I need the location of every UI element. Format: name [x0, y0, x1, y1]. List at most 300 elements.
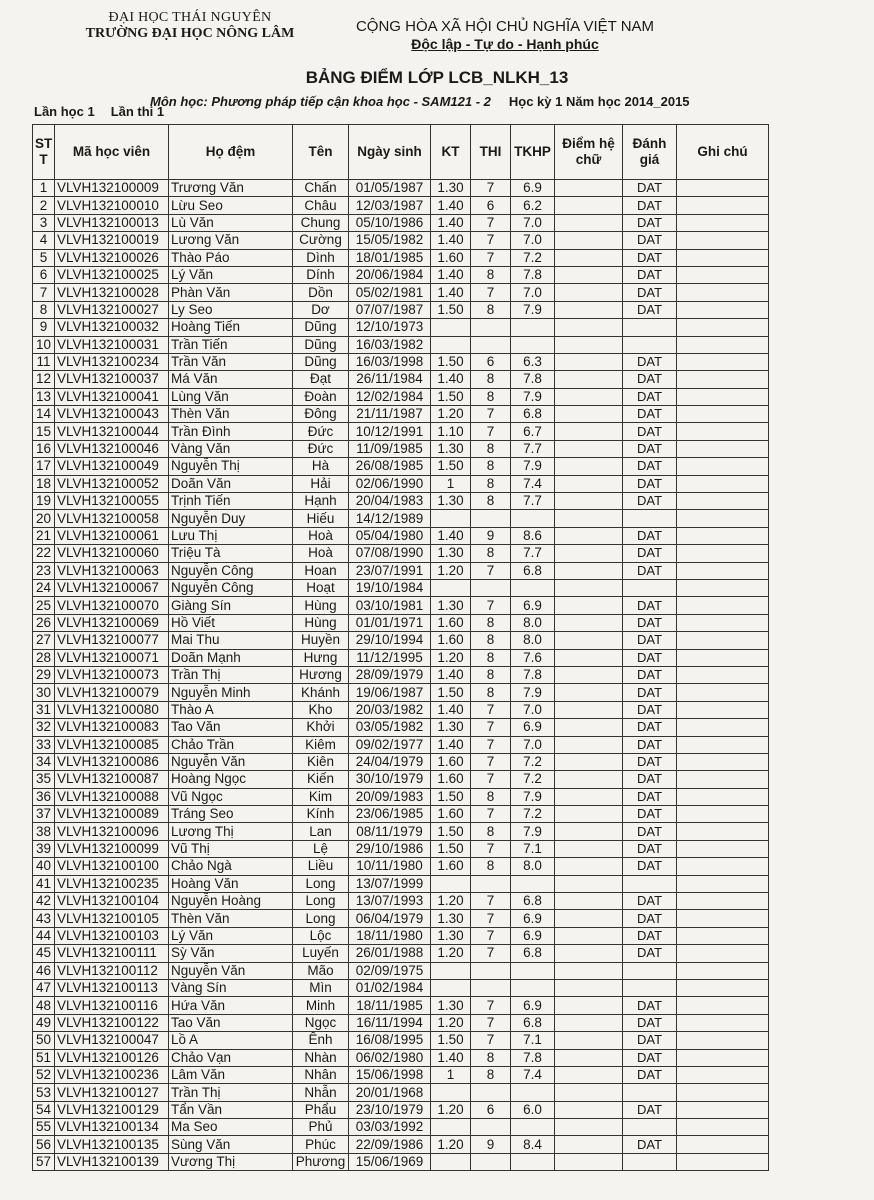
cell-surname: Doãn Văn [169, 475, 293, 492]
cell-letter-grade [555, 632, 623, 649]
cell-student-code: VLVH132100049 [55, 458, 169, 475]
cell-note [677, 388, 769, 405]
cell-student-code: VLVH132100041 [55, 388, 169, 405]
cell-stt: 53 [33, 1084, 55, 1101]
cell-date-of-birth: 23/07/1991 [349, 562, 431, 579]
cell-evaluation: DAT [623, 232, 677, 249]
cell-date-of-birth: 12/03/1987 [349, 197, 431, 214]
cell-note [677, 962, 769, 979]
cell-note [677, 875, 769, 892]
cell-note [677, 353, 769, 370]
cell-student-code: VLVH132100043 [55, 406, 169, 423]
cell-surname: Ly Seo [169, 301, 293, 318]
cell-given-name: Hoà [293, 527, 349, 544]
semester-text: Học kỳ 1 Năm học 2014_2015 [508, 94, 690, 109]
cell-surname: Vàng Văn [169, 440, 293, 457]
cell-student-code: VLVH132100069 [55, 614, 169, 631]
cell-letter-grade [555, 301, 623, 318]
cell-surname: Trần Thị [169, 666, 293, 683]
cell-date-of-birth: 06/04/1979 [349, 910, 431, 927]
cell-kt: 1.40 [431, 284, 471, 301]
cell-surname: Hồ Viết [169, 614, 293, 631]
table-row [33, 1014, 769, 1031]
cell-note [677, 1032, 769, 1049]
cell-letter-grade [555, 840, 623, 857]
cell-thi: 8 [471, 649, 511, 666]
cell-evaluation: DAT [623, 684, 677, 701]
cell-date-of-birth: 05/04/1980 [349, 527, 431, 544]
cell-thi: 7 [471, 701, 511, 718]
cell-stt: 34 [33, 753, 55, 770]
cell-date-of-birth: 16/08/1995 [349, 1032, 431, 1049]
cell-given-name: Hùng [293, 597, 349, 614]
table-row [33, 214, 769, 231]
cell-surname: Doãn Mạnh [169, 649, 293, 666]
cell-evaluation: DAT [623, 719, 677, 736]
cell-surname: Lừu Seo [169, 197, 293, 214]
cell-letter-grade [555, 545, 623, 562]
cell-stt: 6 [33, 266, 55, 283]
cell-stt: 23 [33, 562, 55, 579]
cell-surname: Nguyễn Công [169, 562, 293, 579]
cell-student-code: VLVH132100127 [55, 1084, 169, 1101]
subject-line [150, 94, 690, 109]
cell-note [677, 632, 769, 649]
cell-given-name: Khởi [293, 719, 349, 736]
cell-letter-grade [555, 214, 623, 231]
cell-given-name: Dũng [293, 353, 349, 370]
table-row [33, 458, 769, 475]
cell-stt: 10 [33, 336, 55, 353]
cell-letter-grade [555, 736, 623, 753]
cell-tkhp [511, 979, 555, 996]
cell-evaluation: DAT [623, 997, 677, 1014]
cell-date-of-birth: 11/12/1995 [349, 649, 431, 666]
cell-tkhp: 8.0 [511, 614, 555, 631]
cell-date-of-birth: 07/07/1987 [349, 301, 431, 318]
cell-evaluation [623, 579, 677, 596]
cell-stt: 39 [33, 840, 55, 857]
cell-surname: Tráng Seo [169, 806, 293, 823]
cell-evaluation: DAT [623, 893, 677, 910]
cell-student-code: VLVH132100044 [55, 423, 169, 440]
cell-stt: 45 [33, 945, 55, 962]
cell-letter-grade [555, 440, 623, 457]
cell-stt: 31 [33, 701, 55, 718]
cell-surname: Hoàng Tiến [169, 319, 293, 336]
cell-surname: Giàng Sín [169, 597, 293, 614]
cell-letter-grade [555, 701, 623, 718]
cell-stt: 5 [33, 249, 55, 266]
cell-student-code: VLVH132100031 [55, 336, 169, 353]
cell-tkhp: 7.4 [511, 1066, 555, 1083]
cell-note [677, 180, 769, 197]
cell-given-name: Dính [293, 266, 349, 283]
cell-tkhp: 7.9 [511, 388, 555, 405]
cell-kt [431, 1153, 471, 1170]
table-row [33, 823, 769, 840]
cell-thi [471, 1153, 511, 1170]
table-row [33, 788, 769, 805]
cell-stt: 1 [33, 180, 55, 197]
cell-note [677, 1014, 769, 1031]
table-row [33, 545, 769, 562]
cell-stt: 55 [33, 1119, 55, 1136]
cell-surname: Nguyễn Văn [169, 962, 293, 979]
cell-thi: 7 [471, 719, 511, 736]
cell-date-of-birth: 01/05/1987 [349, 180, 431, 197]
cell-note [677, 840, 769, 857]
table-row [33, 371, 769, 388]
cell-date-of-birth: 30/10/1979 [349, 771, 431, 788]
cell-surname: Vương Thị [169, 1153, 293, 1170]
cell-tkhp: 7.9 [511, 458, 555, 475]
cell-given-name: Phúc [293, 1136, 349, 1153]
cell-date-of-birth: 15/05/1982 [349, 232, 431, 249]
cell-date-of-birth: 07/08/1990 [349, 545, 431, 562]
cell-tkhp: 7.0 [511, 701, 555, 718]
cell-surname: Vũ Thị [169, 840, 293, 857]
cell-kt [431, 1084, 471, 1101]
col-dob: Ngày sinh [349, 125, 431, 180]
cell-thi [471, 962, 511, 979]
cell-letter-grade [555, 353, 623, 370]
cell-date-of-birth: 05/10/1986 [349, 214, 431, 231]
cell-surname: Lý Văn [169, 927, 293, 944]
cell-evaluation: DAT [623, 927, 677, 944]
table-row [33, 406, 769, 423]
cell-given-name: Dũng [293, 336, 349, 353]
cell-kt: 1.30 [431, 597, 471, 614]
cell-date-of-birth: 28/09/1979 [349, 666, 431, 683]
cell-note [677, 736, 769, 753]
cell-letter-grade [555, 910, 623, 927]
cell-given-name: Long [293, 893, 349, 910]
cell-surname: Lù Văn [169, 214, 293, 231]
table-row [33, 493, 769, 510]
cell-note [677, 858, 769, 875]
cell-thi: 8 [471, 788, 511, 805]
cell-student-code: VLVH132100052 [55, 475, 169, 492]
cell-date-of-birth: 02/09/1975 [349, 962, 431, 979]
table-row [33, 979, 769, 996]
table-row [33, 962, 769, 979]
cell-student-code: VLVH132100111 [55, 945, 169, 962]
cell-stt: 46 [33, 962, 55, 979]
cell-date-of-birth: 29/10/1986 [349, 840, 431, 857]
cell-student-code: VLVH132100112 [55, 962, 169, 979]
cell-evaluation: DAT [623, 180, 677, 197]
cell-note [677, 545, 769, 562]
cell-kt: 1.40 [431, 666, 471, 683]
cell-tkhp: 7.2 [511, 806, 555, 823]
cell-evaluation: DAT [623, 736, 677, 753]
cell-tkhp: 7.2 [511, 771, 555, 788]
cell-note [677, 823, 769, 840]
cell-thi: 7 [471, 1032, 511, 1049]
cell-student-code: VLVH132100071 [55, 649, 169, 666]
cell-thi [471, 875, 511, 892]
cell-given-name: Đạt [293, 371, 349, 388]
cell-kt [431, 875, 471, 892]
cell-surname: Thào Páo [169, 249, 293, 266]
cell-surname: Vàng Sín [169, 979, 293, 996]
table-row [33, 249, 769, 266]
cell-thi: 8 [471, 440, 511, 457]
cell-stt: 30 [33, 684, 55, 701]
cell-evaluation [623, 510, 677, 527]
university-name: ĐẠI HỌC THÁI NGUYÊN [108, 10, 272, 25]
cell-tkhp: 7.6 [511, 649, 555, 666]
cell-date-of-birth: 22/09/1986 [349, 1136, 431, 1153]
cell-given-name: Phẩu [293, 1101, 349, 1118]
cell-tkhp [511, 875, 555, 892]
table-row [33, 353, 769, 370]
cell-given-name: Huyền [293, 632, 349, 649]
cell-thi [471, 1084, 511, 1101]
table-row [33, 1101, 769, 1118]
cell-student-code: VLVH132100080 [55, 701, 169, 718]
cell-tkhp: 6.0 [511, 1101, 555, 1118]
cell-surname: Trần Thị [169, 1084, 293, 1101]
cell-letter-grade [555, 266, 623, 283]
cell-letter-grade [555, 458, 623, 475]
cell-kt: 1.40 [431, 197, 471, 214]
cell-stt: 28 [33, 649, 55, 666]
cell-kt: 1.20 [431, 1014, 471, 1031]
cell-date-of-birth: 10/11/1980 [349, 858, 431, 875]
cell-kt: 1.60 [431, 771, 471, 788]
cell-thi: 9 [471, 1136, 511, 1153]
cell-tkhp: 7.8 [511, 371, 555, 388]
cell-tkhp: 7.1 [511, 840, 555, 857]
table-row [33, 1153, 769, 1170]
table-row [33, 997, 769, 1014]
cell-surname: Má Văn [169, 371, 293, 388]
cell-note [677, 771, 769, 788]
cell-thi: 7 [471, 997, 511, 1014]
cell-letter-grade [555, 614, 623, 631]
cell-stt: 50 [33, 1032, 55, 1049]
cell-evaluation: DAT [623, 806, 677, 823]
cell-thi: 8 [471, 475, 511, 492]
cell-tkhp: 7.7 [511, 493, 555, 510]
cell-kt: 1.50 [431, 823, 471, 840]
cell-evaluation: DAT [623, 266, 677, 283]
cell-date-of-birth: 15/06/1969 [349, 1153, 431, 1170]
cell-thi: 7 [471, 423, 511, 440]
cell-stt: 27 [33, 632, 55, 649]
cell-letter-grade [555, 475, 623, 492]
cell-letter-grade [555, 1136, 623, 1153]
table-row [33, 423, 769, 440]
cell-note [677, 788, 769, 805]
cell-kt: 1.30 [431, 910, 471, 927]
cell-given-name: Dình [293, 249, 349, 266]
cell-letter-grade [555, 336, 623, 353]
cell-letter-grade [555, 875, 623, 892]
cell-tkhp [511, 1153, 555, 1170]
table-header-row [33, 125, 769, 180]
cell-given-name: Dơ [293, 301, 349, 318]
cell-thi: 8 [471, 388, 511, 405]
cell-note [677, 649, 769, 666]
col-name: Tên [293, 125, 349, 180]
cell-student-code: VLVH132100058 [55, 510, 169, 527]
cell-tkhp: 7.2 [511, 249, 555, 266]
cell-surname: Lưu Thị [169, 527, 293, 544]
cell-stt: 42 [33, 893, 55, 910]
cell-letter-grade [555, 666, 623, 683]
cell-given-name: Lộc [293, 927, 349, 944]
cell-evaluation: DAT [623, 788, 677, 805]
cell-letter-grade [555, 771, 623, 788]
cell-surname: Trương Văn [169, 180, 293, 197]
cell-given-name: Hà [293, 458, 349, 475]
cell-student-code: VLVH132100079 [55, 684, 169, 701]
cell-note [677, 371, 769, 388]
table-row [33, 1049, 769, 1066]
cell-note [677, 440, 769, 457]
cell-given-name: Mão [293, 962, 349, 979]
cell-thi: 7 [471, 1014, 511, 1031]
cell-surname: Chảo Ngà [169, 858, 293, 875]
cell-evaluation: DAT [623, 406, 677, 423]
cell-surname: Lồ A [169, 1032, 293, 1049]
table-row [33, 1066, 769, 1083]
cell-letter-grade [555, 945, 623, 962]
cell-date-of-birth: 03/10/1981 [349, 597, 431, 614]
cell-given-name: Hạnh [293, 493, 349, 510]
cell-date-of-birth: 24/04/1979 [349, 753, 431, 770]
cell-given-name: Phủ [293, 1119, 349, 1136]
cell-surname: Nguyễn Thị [169, 458, 293, 475]
cell-stt: 35 [33, 771, 55, 788]
cell-kt: 1.20 [431, 1101, 471, 1118]
cell-letter-grade [555, 406, 623, 423]
cell-evaluation [623, 1084, 677, 1101]
cell-student-code: VLVH132100099 [55, 840, 169, 857]
cell-letter-grade [555, 997, 623, 1014]
cell-date-of-birth: 14/12/1989 [349, 510, 431, 527]
cell-evaluation: DAT [623, 440, 677, 457]
cell-letter-grade [555, 962, 623, 979]
cell-given-name: Hưng [293, 649, 349, 666]
cell-student-code: VLVH132100086 [55, 753, 169, 770]
cell-note [677, 753, 769, 770]
cell-letter-grade [555, 858, 623, 875]
cell-kt: 1.40 [431, 701, 471, 718]
cell-given-name: Phương [293, 1153, 349, 1170]
cell-thi: 8 [471, 1049, 511, 1066]
cell-student-code: VLVH132100234 [55, 353, 169, 370]
cell-student-code: VLVH132100135 [55, 1136, 169, 1153]
cell-letter-grade [555, 371, 623, 388]
cell-stt: 15 [33, 423, 55, 440]
cell-evaluation: DAT [623, 371, 677, 388]
cell-kt: 1.20 [431, 893, 471, 910]
cell-thi: 7 [471, 927, 511, 944]
cell-surname: Ma Seo [169, 1119, 293, 1136]
cell-letter-grade [555, 197, 623, 214]
cell-tkhp: 7.7 [511, 440, 555, 457]
cell-given-name: Luyến [293, 945, 349, 962]
cell-tkhp: 7.9 [511, 684, 555, 701]
cell-thi: 8 [471, 545, 511, 562]
cell-tkhp [511, 319, 555, 336]
cell-evaluation: DAT [623, 562, 677, 579]
cell-date-of-birth: 12/10/1973 [349, 319, 431, 336]
grades-table-body [33, 180, 769, 1171]
table-row [33, 753, 769, 770]
col-code: Mã học viên [55, 125, 169, 180]
cell-given-name: Đoàn [293, 388, 349, 405]
cell-student-code: VLVH132100060 [55, 545, 169, 562]
cell-kt: 1.40 [431, 266, 471, 283]
col-note: Ghi chú [677, 125, 769, 180]
cell-evaluation: DAT [623, 597, 677, 614]
cell-note [677, 1066, 769, 1083]
table-row [33, 440, 769, 457]
cell-evaluation: DAT [623, 1032, 677, 1049]
cell-note [677, 597, 769, 614]
cell-stt: 21 [33, 527, 55, 544]
col-letter-grade: Điểm hệ chữ [555, 125, 623, 180]
cell-letter-grade [555, 1066, 623, 1083]
cell-thi: 8 [471, 266, 511, 283]
cell-kt: 1.50 [431, 458, 471, 475]
cell-stt: 9 [33, 319, 55, 336]
cell-stt: 43 [33, 910, 55, 927]
cell-surname: Nguyễn Văn [169, 753, 293, 770]
cell-letter-grade [555, 1014, 623, 1031]
cell-student-code: VLVH132100129 [55, 1101, 169, 1118]
cell-tkhp [511, 1119, 555, 1136]
cell-surname: Hoàng Ngọc [169, 771, 293, 788]
cell-note [677, 927, 769, 944]
cell-thi: 8 [471, 493, 511, 510]
cell-evaluation: DAT [623, 614, 677, 631]
cell-surname: Thèn Văn [169, 910, 293, 927]
cell-kt: 1.60 [431, 858, 471, 875]
cell-kt: 1.20 [431, 1136, 471, 1153]
cell-evaluation: DAT [623, 1066, 677, 1083]
cell-tkhp: 6.8 [511, 562, 555, 579]
cell-thi: 8 [471, 614, 511, 631]
table-row [33, 893, 769, 910]
cell-evaluation: DAT [623, 649, 677, 666]
cell-evaluation [623, 319, 677, 336]
cell-kt: 1.50 [431, 353, 471, 370]
cell-given-name: Chấn [293, 180, 349, 197]
cell-tkhp [511, 336, 555, 353]
table-row [33, 180, 769, 197]
table-row [33, 597, 769, 614]
cell-thi [471, 319, 511, 336]
cell-student-code: VLVH132100077 [55, 632, 169, 649]
cell-tkhp: 7.0 [511, 736, 555, 753]
cell-student-code: VLVH132100061 [55, 527, 169, 544]
subject-text: Môn học: Phương pháp tiếp cận khoa học - SAM121 - 2 [150, 94, 491, 109]
cell-date-of-birth: 11/09/1985 [349, 440, 431, 457]
cell-kt [431, 336, 471, 353]
cell-surname: Mai Thu [169, 632, 293, 649]
cell-note [677, 527, 769, 544]
cell-evaluation [623, 1153, 677, 1170]
cell-kt: 1.30 [431, 927, 471, 944]
cell-tkhp: 6.8 [511, 1014, 555, 1031]
cell-given-name: Nhàn [293, 1049, 349, 1066]
